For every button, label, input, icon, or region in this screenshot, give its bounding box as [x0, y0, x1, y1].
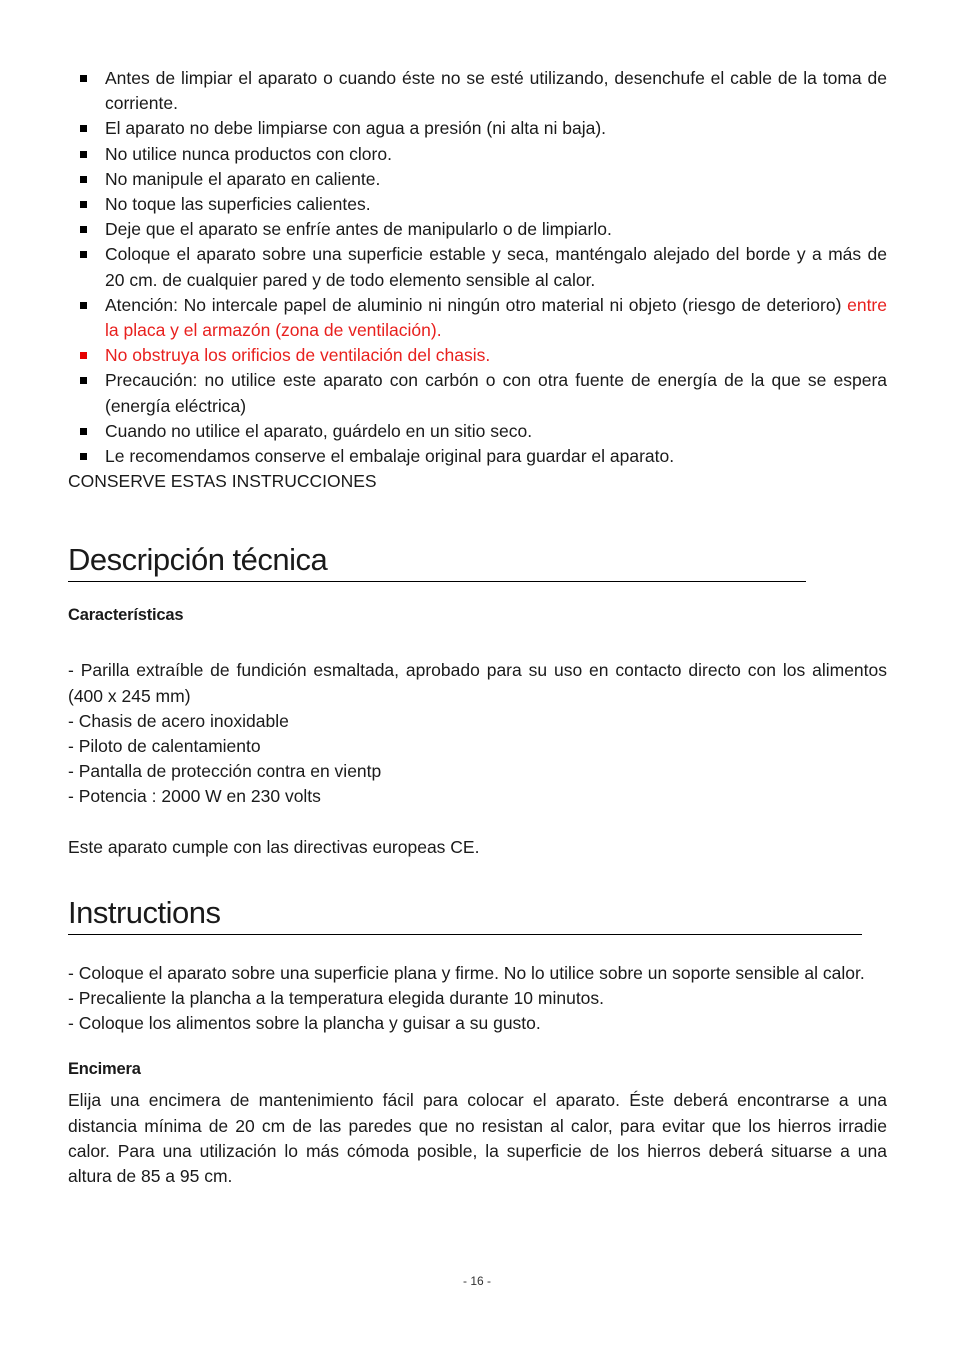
- feature-line: - Potencia : 2000 W en 230 volts: [68, 786, 321, 807]
- safety-list: [68, 66, 887, 469]
- square-bullet-icon: [80, 125, 87, 132]
- square-bullet-icon: [80, 352, 87, 359]
- list-item: No utilice nunca productos con cloro.: [68, 142, 887, 167]
- square-bullet-icon: [80, 226, 87, 233]
- square-bullet-icon: [80, 453, 87, 460]
- list-item: No obstruya los orificios de ventilación del chasis.: [68, 343, 887, 368]
- list-item: Coloque el aparato sobre una superficie estable y seca, manténgalo alejado del borde y a más de 20 cm. de cualquier pared y de todo elemento sensible al calor.: [68, 242, 887, 292]
- instruction-line: - Coloque los alimentos sobre la plancha y guisar a su gusto.: [68, 1013, 541, 1034]
- section-heading-descripcion: Descripción técnica: [68, 541, 806, 582]
- square-bullet-icon: [80, 176, 87, 183]
- subheading-encimera: Encimera: [68, 1060, 141, 1079]
- page-number: - 16 -: [462, 1274, 491, 1288]
- subheading-caracteristicas: Características: [68, 606, 184, 625]
- feature-line: - Chasis de acero inoxidable: [68, 710, 289, 731]
- list-item: Le recomendamos conserve el embalaje original para guardar el aparato.: [68, 444, 887, 469]
- list-item: Precaución: no utilice este aparato con carbón o con otra fuente de energía de la que se espera (energía eléctrica): [68, 368, 887, 418]
- square-bullet-icon: [80, 302, 87, 309]
- instruction-line: - Coloque el aparato sobre una superficie plana y firme. No lo utilice sobre un soporte sensible al calor.: [68, 962, 865, 983]
- conserve-note: CONSERVE ESTAS INSTRUCCIONES: [68, 471, 377, 492]
- page-content: [68, 66, 887, 1189]
- feature-line: - Parilla extraíble de fundición esmaltada, aprobado para su uso en contacto directo con los alimentos (400 x 245 mm): [68, 660, 887, 706]
- square-bullet-icon: [80, 75, 87, 82]
- list-item: No toque las superficies calientes.: [68, 192, 887, 217]
- square-bullet-icon: [80, 151, 87, 158]
- square-bullet-icon: [80, 428, 87, 435]
- ce-compliance: Este aparato cumple con las directivas europeas CE.: [68, 836, 480, 857]
- list-item: Atención: No intercale papel de aluminio ni ningún otro material ni objeto (riesgo de deterioro) entre la placa y el armazón (zona de ventilación).: [68, 293, 887, 343]
- instruction-line: - Precaliente la plancha a la temperatura elegida durante 10 minutos.: [68, 988, 605, 1009]
- feature-line: - Pantalla de protección contra en vientp: [68, 761, 382, 782]
- feature-line: - Piloto de calentamiento: [68, 736, 261, 757]
- square-bullet-icon: [80, 377, 87, 384]
- list-item: El aparato no debe limpiarse con agua a presión (ni alta ni baja).: [68, 116, 887, 141]
- list-item: Cuando no utilice el aparato, guárdelo en un sitio seco.: [68, 419, 887, 444]
- list-item: Deje que el aparato se enfríe antes de manipularlo o de limpiarlo.: [68, 217, 887, 242]
- list-item: Antes de limpiar el aparato o cuando éste no se esté utilizando, desenchufe el cable de la toma de corriente.: [68, 66, 887, 116]
- section-heading-instructions: Instructions: [68, 894, 862, 935]
- square-bullet-icon: [80, 251, 87, 258]
- square-bullet-icon: [80, 201, 87, 208]
- list-item: No manipule el aparato en caliente.: [68, 167, 887, 192]
- encimera-paragraph: Elija una encimera de mantenimiento fácil para colocar el aparato. Éste deberá encontrarse a una distancia mínima de 20 cm de las paredes que no resistan al calor, para evitar que los hierros irradie calor. Para una utilización lo más cómoda posible, la superficie de los hierros deberá situarse a una altura de 85 a 95 cm.: [68, 1090, 887, 1187]
